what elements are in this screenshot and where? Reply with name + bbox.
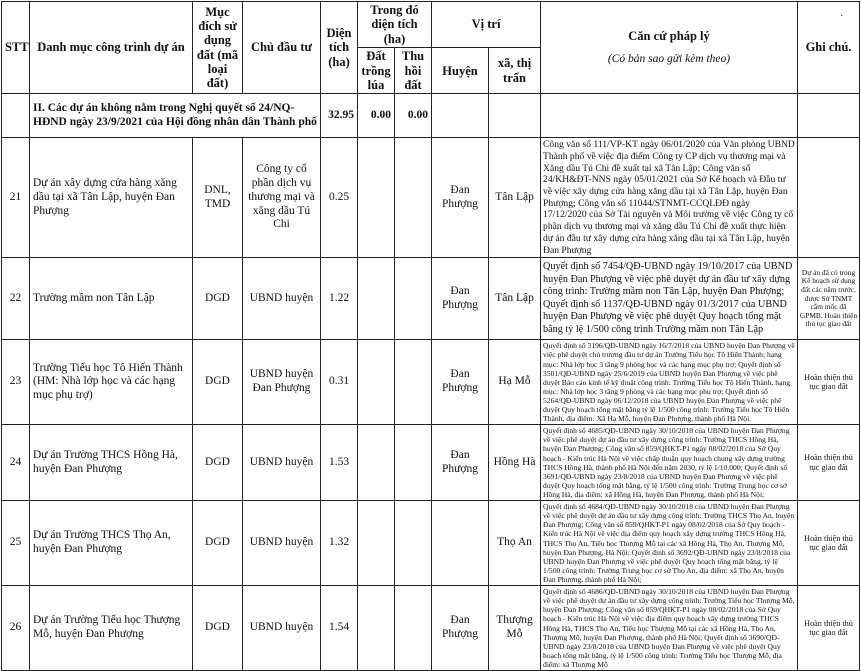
row-note: Hoàn thiện thủ tục giao đất (798, 501, 860, 586)
row-investor: UBND huyện (243, 258, 321, 340)
table-row (2, 258, 860, 340)
row-rice (358, 425, 395, 501)
row-legal-basis: Quyết định số 3196/QĐ-UBND ngày 16/7/2018 của UBND huyện Đan Phượng về việc phê duyệt chủ trương đầu tư dự án Trường Tiểu học Tô Hiến Thành; hạng mục: Nhà lớp học 3 tầng 9 phòng học và các hạng mục phụ trợ; Quyết định số 3501/QĐ-UBND ngày 25/6/2019 của UBND huyện Đan Phượng về việc phê duyệt Báo cáo kinh tế kỹ thuật công trình: Trường Tiểu học Tô Hiến Thành, hạng mục: Nhà lớp học 3 tầng 9 phòng và các hạng mục phụ trợ; Quyết định số 5264/QĐ-UBND ngày 06/12/2018 của UBND huyện Đan Phượng về việc phê duyệt Quy hoạch tổng mặt bằng tỷ lệ 1/500 công trình: Trường Tiểu học Tô Hiến Thành, địa điểm: Xã Hạ Mỗ, huyện Đan Phượng, thành phố Hà Nội. (541, 340, 798, 425)
row-recover (395, 425, 432, 501)
section-row (2, 94, 860, 138)
header-area: Diện tích (ha) (321, 2, 358, 94)
row-stt: 23 (2, 340, 30, 425)
section-note (798, 94, 860, 138)
header-location: Vị trí (432, 2, 541, 48)
header-purpose: Mục đích sử dụng đất (mã loại đất) (193, 2, 243, 94)
section-district (432, 94, 489, 138)
row-commune: Tân Lập (489, 258, 541, 340)
row-note: Hoàn thiện thủ tục giao đất (798, 586, 860, 671)
land-use-project-table (1, 1, 860, 671)
row-commune: Thượng Mỗ (489, 586, 541, 671)
header-commune: xã, thị trấn (489, 48, 541, 94)
section-title: II. Các dự án không nằm trong Nghị quyết số 24/NQ-HĐND ngày 23/9/2021 của Hội đồng nhân dân Thành phố (30, 94, 321, 138)
row-rice (358, 258, 395, 340)
table-row (2, 586, 860, 671)
row-rice (358, 501, 395, 586)
row-project-name: Trường Tiểu học Tô Hiến Thành (HM: Nhà lớp học và các hạng mục phụ trợ) (30, 340, 193, 425)
section-area: 32.95 (321, 94, 358, 138)
header-stt: STT (2, 2, 30, 94)
row-recover (395, 340, 432, 425)
header-note: Ghi chú. (798, 2, 860, 94)
row-rice (358, 340, 395, 425)
row-stt: 21 (2, 138, 30, 258)
header-investor: Chủ đầu tư (243, 2, 321, 94)
row-area: 1.53 (321, 425, 358, 501)
row-district: Đan Phượng (432, 586, 489, 671)
table-row (2, 340, 860, 425)
table-row (2, 425, 860, 501)
row-investor: UBND huyện (243, 586, 321, 671)
row-district: Đan Phượng (432, 340, 489, 425)
table-row (2, 138, 860, 258)
row-project-name: Dự án Trường THCS Hồng Hà, huyện Đan Phượng (30, 425, 193, 501)
header-district: Huyện (432, 48, 489, 94)
row-purpose: DGD (193, 258, 243, 340)
row-area: 0.25 (321, 138, 358, 258)
row-rice (358, 138, 395, 258)
row-note (798, 138, 860, 258)
row-investor: UBND huyện Đan Phượng (243, 340, 321, 425)
row-legal-basis: Công văn số 111/VP-KT ngày 06/01/2020 của Văn phòng UBND Thành phố về việc địa điểm Công ty CP dịch vụ thương mại và Xăng dầu Tú Chi đề xuất tại xã Tân Lập; Công văn số 24/KH&ĐT-NNS ngày 05/01/2021 của Sở Kế hoạch và Đầu tư về việc xây dựng cửa hàng xăng dầu tại xã Tân Lập, huyện Đan Phượng; Công văn số 11044/STNMT-CCQLĐĐ ngày 17/12/2020 của Sở Tài nguyên và Môi trường về việc Công ty cổ phần dịch vụ thương mại và xăng dầu Tú Chi đề xuất thực hiện dự án đầu tư xây dựng cửa hàng xăng dầu tại xã Tân Lập, huyện Đan Phượng (541, 138, 798, 258)
row-stt: 26 (2, 586, 30, 671)
row-area: 1.54 (321, 586, 358, 671)
row-district: Đan Phượng (432, 138, 489, 258)
row-commune: Hồng Hà (489, 425, 541, 501)
row-recover (395, 138, 432, 258)
row-area: 1.32 (321, 501, 358, 586)
row-area: 0.31 (321, 340, 358, 425)
row-area: 1.22 (321, 258, 358, 340)
row-legal-basis: Quyết định số 4686/QĐ-UBND ngày 30/10/2018 của UBND huyện Đan Phượng về việc phê duyệt dự án đầu tư xây dựng công trình: Trường Tiểu học Thượng Mỗ, huyện Đan Phượng; Công văn số 859/QHKT-P1 ngày 08/02/2018 của Sở Quy hoạch - Kiến trúc Hà Nội về việc địa điểm quy hoạch xây dựng trường THCS Hồng Hà, THCS Thọ An, Tiểu học Thượng Mỗ tại các xã Hồng Hà, Thọ An, Thượng Mỗ, huyện Đan Phượng, thành phố Hà Nội; Quyết định số 3690/QĐ-UBND ngày 23/8/2018 của UBND huyện Đan Phượng về việc phê duyệt Quy hoạch tổng mặt bằng, tỷ lệ 1/500 công trình: Trường Tiểu học Thượng Mỗ, địa điểm: xã Thượng Mỗ (541, 586, 798, 671)
header-legal-basis (541, 2, 798, 94)
header-legal-title: Căn cứ pháp lý (628, 28, 710, 43)
row-purpose: DGD (193, 586, 243, 671)
row-commune: Tân Lập (489, 138, 541, 258)
row-commune: Thọ An (489, 501, 541, 586)
row-investor: UBND huyện (243, 501, 321, 586)
row-note: Dự án đã có trong Kế hoạch sử dụng đất các năm trước, được Sở TNMT cắm mốc đã GPMB. Hoàn thiện thủ tục giao đất (798, 258, 860, 340)
row-investor: UBND huyện (243, 425, 321, 501)
row-purpose: DGD (193, 340, 243, 425)
row-recover (395, 258, 432, 340)
row-district: Đan Phượng (432, 258, 489, 340)
row-stt: 25 (2, 501, 30, 586)
row-project-name: Dự án xây dựng cửa hàng xăng dầu tại xã Tân Lập, huyện Đan Phượng (30, 138, 193, 258)
row-stt: 22 (2, 258, 30, 340)
row-recover (395, 586, 432, 671)
header-project: Danh mục công trình dự án (30, 2, 193, 94)
section-commune (489, 94, 541, 138)
row-investor: Công ty cổ phần dịch vụ thương mại và xăng dầu Tú Chi (243, 138, 321, 258)
corner-mark: . (840, 8, 843, 19)
row-district: Đan Phượng (432, 425, 489, 501)
row-commune: Hạ Mỗ (489, 340, 541, 425)
section-stt (2, 94, 30, 138)
row-purpose: DGD (193, 425, 243, 501)
header-in-area: Trong đó diện tích (ha) (358, 2, 432, 48)
row-legal-basis: Quyết định số 4685/QĐ-UBND ngày 30/10/2018 của UBND huyện Đan Phượng về việc phê duyệt dự án đầu tư xây dựng công trình: Trường THCS Hồng Hà, huyện Đan Phượng; Công văn số 859/QHKT-P1 ngày 08/02/2018 của Sở Quy hoạch - Kiến trúc Hà Nội về việc chấp thuận quy hoạch chung xây dựng trường THCS Hồng Hà, thành phố Hà Nội đến năm 2030, tỷ lệ 1/10.000; Quyết định số 3691/QĐ-UBND ngày 23/8/2018 của UBND huyện Đan Phượng về việc phê duyệt Quy hoạch tổng mặt bằng, tỷ lệ 1/500 công trình: Trường Trung học cơ sở Hồng Hà, địa điểm: xã Hồng Hà, huyện Đan Phượng, thành phố Hà Nội; (541, 425, 798, 501)
header-legal-note: (Có bản sao gửi kèm theo) (607, 53, 731, 66)
section-legal (541, 94, 798, 138)
header-recover-land: Thu hồi đất (395, 48, 432, 94)
row-rice (358, 586, 395, 671)
row-recover (395, 501, 432, 586)
row-note: Hoàn thiện thủ tục giao đất (798, 425, 860, 501)
row-district (432, 501, 489, 586)
row-stt: 24 (2, 425, 30, 501)
section-rice: 0.00 (358, 94, 395, 138)
table-row (2, 501, 860, 586)
row-project-name: Trường mầm non Tân Lập (30, 258, 193, 340)
row-project-name: Dự án Trường Tiểu học Thượng Mỗ, huyện Đan Phượng (30, 586, 193, 671)
row-purpose: DGD (193, 501, 243, 586)
header-rice-land: Đất trồng lúa (358, 48, 395, 94)
row-project-name: Dự án Trường THCS Thọ An, huyện Đan Phượng (30, 501, 193, 586)
row-legal-basis: Quyết định số 7454/QĐ-UBND ngày 19/10/2017 của UBND huyện Đan Phượng về việc phê duyệt dự án đầu tư xây dựng công trình: Trường mầm non Tân Lập, huyện Đan Phượng; Quyết định số 1137/QĐ-UBND ngày 01/3/2017 của UBND huyện Đan Phượng về việc phê duyệt Quy hoạch tổng mặt bằng tỷ lệ 1/500 công trình Trường mầm non Tân Lập (541, 258, 798, 340)
section-recover: 0.00 (395, 94, 432, 138)
row-note: Hoàn thiện thủ tục giao đất (798, 340, 860, 425)
row-legal-basis: Quyết định số 4684/QĐ-UBND ngày 30/10/2018 của UBND huyện Đan Phượng về việc phê duyệt dự án đầu tư xây dựng công trình: Trường THCS Thọ An, huyện Đan Phượng; Công văn số 859/QHKT-P1 ngày 08/02/2018 của Sở Quy hoạch - Kiến trúc Hà Nội về việc địa điểm quy hoạch xây dựng trường THCS Hồng Hà, THCS Thọ An, Tiểu học Thượng Mỗ tại các xã Hồng Hà, Thọ An, Thượng Mỗ, huyện Đan Phượng, Hà Nội; Quyết định số 3692/QĐ-UBND ngày 23/8/2018 của UBND huyện Đan Phượng về việc phê duyệt Quy hoạch tổng mặt bằng, tỷ lệ 1/500 công trình: Trường Trung học cơ sở Thọ An, địa điểm: xã Thọ An, huyện Đan Phượng, thành phố Hà Nội; (541, 501, 798, 586)
row-purpose: DNL, TMD (193, 138, 243, 258)
